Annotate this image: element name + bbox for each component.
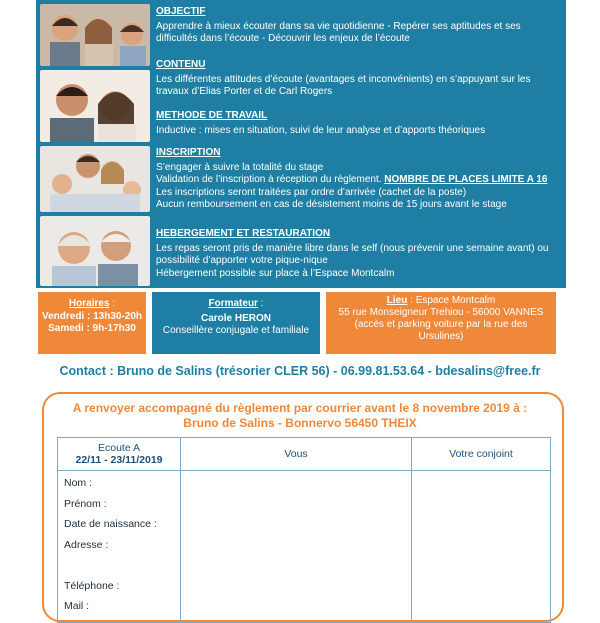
methode-section — [156, 110, 558, 137]
places-limit: NOMBRE DE PLACES LIMITE A 16 — [384, 174, 548, 186]
section-text: Les repas seront pris de manière libre dans le self (nous prévenir une semaine avant) ou possibilité d’apporter votre pique-nique — [156, 242, 549, 267]
section-text: Les différentes attitudes d’écoute (avantages et inconvénients) en s’appuyant sur les travaux d’Elias Porter et de Carl Rogers — [156, 73, 531, 98]
vous-input-cell[interactable] — [181, 471, 412, 623]
event-header-cell — [58, 438, 181, 471]
section-text: Inductive : mises en situation, suivi de leur analyse et d’apports théoriques — [156, 124, 486, 136]
children-photo — [40, 4, 150, 66]
lieu-label: Lieu — [386, 295, 408, 306]
field-adresse-cont — [59, 559, 179, 580]
contenu-section — [156, 59, 558, 99]
field-naissance: Date de naissance : — [64, 518, 157, 530]
contact-line: Contact : Bruno de Salins (trésorier CLER 56) - 06.99.81.53.64 - bdesalins@free.fr — [59, 364, 541, 378]
field-nom: Nom : — [64, 477, 93, 489]
section-text: Apprendre à mieux écouter dans sa vie quotidienne - Repérer ses aptitudes et ses difficultés dans l’écoute - Découvrir les enjeux de l’écoute — [156, 20, 521, 45]
event-name: Ecoute A — [97, 442, 141, 454]
formateur-name: Carole HERON — [200, 312, 271, 324]
lieu-box: Lieu : Espace Montcalm 55 rue Monseigneur Trehiou - 56000 VANNES (accès et parking voiture par la rue des Ursulines) — [326, 292, 556, 354]
formateur-label: Formateur — [208, 298, 258, 309]
hebergement-section — [156, 228, 558, 280]
horaires-line: Samedi : 9h-17h30 — [48, 323, 136, 334]
event-dates: 22/11 - 23/11/2019 — [75, 454, 163, 466]
horaires-line: Vendredi : 13h30-20h — [41, 310, 143, 322]
section-text: S’engager à suivre la totalité du stage — [156, 161, 324, 173]
section-text-line: Validation de l’inscription à réception du règlement. NOMBRE DE PLACES LIMITE A 16 — [156, 174, 548, 186]
section-title: INSCRIPTION — [156, 147, 221, 158]
field-labels — [58, 471, 181, 623]
form-address: Bruno de Salins - Bonnervo 56450 THEIX — [183, 416, 417, 430]
section-title: CONTENU — [156, 59, 206, 70]
field-prenom: Prénom : — [64, 497, 107, 510]
section-text: Les inscriptions seront traitées par ordre d’arrivée (cachet de la poste) — [156, 186, 467, 198]
horaires-box: Horaires : Vendredi : 13h30-20h Samedi : 9h-17h30 — [38, 292, 146, 354]
field-mail: Mail : — [64, 600, 90, 612]
section-text: Aucun remboursement en cas de désistement moins de 15 jours avant le stage — [156, 199, 507, 211]
vous-header: Vous — [181, 438, 412, 471]
lieu-address: 55 rue Monseigneur Trehiou - 56000 VANNES — [338, 307, 544, 318]
conjoint-input-cell[interactable] — [412, 471, 551, 623]
lieu-name: Espace Montcalm — [415, 295, 496, 306]
section-title: HEBERGEMENT ET RESTAURATION — [156, 228, 331, 239]
formateur-box: Formateur : Carole HERON Conseillère conjugale et familiale — [152, 292, 320, 354]
conjoint-header: Votre conjoint — [412, 438, 551, 471]
family-photo — [40, 146, 150, 212]
lieu-note: (accès et parking voiture par la rue des Ursulines) — [354, 319, 528, 342]
horaires-label: Horaires — [68, 298, 110, 309]
registration-table — [57, 437, 551, 623]
section-text: Hébergement possible sur place à l’Espace Montcalm — [156, 267, 395, 279]
objectif-section — [156, 6, 558, 46]
couple-photo — [40, 70, 150, 142]
formateur-role: Conseillère conjugale et familiale — [162, 325, 310, 336]
seniors-photo — [40, 216, 150, 286]
field-adresse: Adresse : — [64, 538, 109, 551]
inscription-section — [156, 147, 558, 212]
field-telephone: Téléphone : — [64, 579, 120, 592]
section-title: OBJECTIF — [156, 6, 206, 17]
section-title: METHODE DE TRAVAIL — [156, 110, 268, 121]
form-title: A renvoyer accompagné du règlement par courrier avant le 8 novembre 2019 à : — [72, 401, 528, 415]
